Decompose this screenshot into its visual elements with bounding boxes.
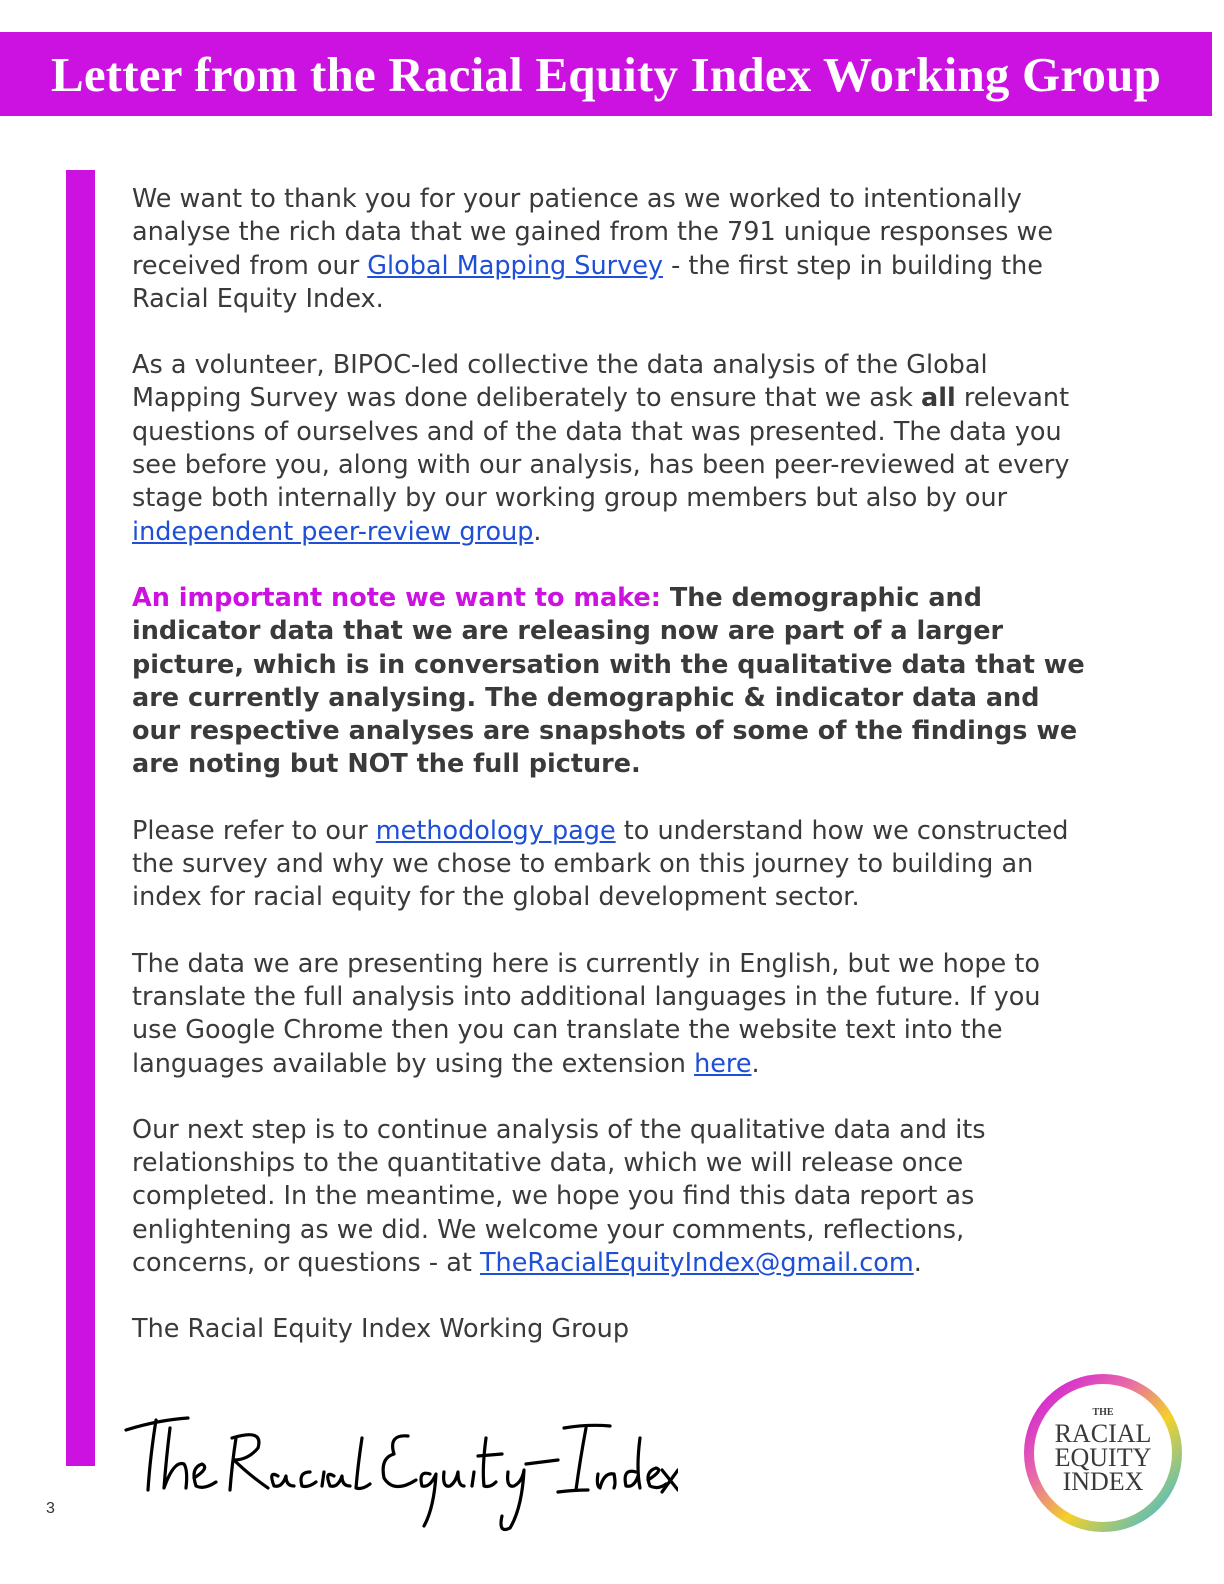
methodology-page-link[interactable]: methodology page — [375, 815, 616, 846]
paragraph-important-note: An important note we want to make: The demographic and indicator data that we are releasing now are part of a larger picture, which is in conversation with the qualitative data that we are currently analysing. The demographic & indicator data and our respective analyses are snapshots of some of the findings we are noting but NOT the full picture. — [132, 582, 1085, 780]
letter-body — [132, 183, 1092, 1380]
paragraph-translation: The data we are presenting here is currently in English, but we hope to translate the full analysis into additional languages in the future. If you use Google Chrome then you can translate the website text into the languages available by using the extension here. — [132, 948, 1041, 1079]
logo-index: INDEX — [1062, 1467, 1144, 1496]
paragraph-methodology: Please refer to our methodology page to understand how we constructed the survey and why we chose to embark on this journey to building an index for racial equity for the global development sector. — [132, 815, 1069, 913]
paragraph-next-steps: Our next step is to continue analysis of the qualitative data and its relationships to the quantitative data, which we will release once completed. In the meantime, we hope you find this data report as enlightening as we did. We welcome your comments, reflections, concerns, or questions - at TheRacialEquityIndex@gmail.com. — [132, 1114, 986, 1279]
racial-equity-index-logo — [1020, 1370, 1186, 1536]
page-title: Letter from the Racial Equity Index Working Group — [50, 46, 1162, 102]
closing-signoff: The Racial Equity Index Working Group — [132, 1314, 630, 1345]
peer-review-group-link[interactable]: independent peer-review group — [132, 516, 534, 547]
handwritten-signature — [118, 1398, 678, 1538]
important-note-label: An important note we want to make: — [132, 582, 661, 613]
paragraph-analysis: As a volunteer, BIPOC-led collective the data analysis of the Global Mapping Survey was done deliberately to ensure that we ask all relevant questions of ourselves and of the data that was presented. The data you see before you, along with our analysis, has been peer-reviewed at every stage both internally by our working group members but also by our independent peer-review group. — [132, 350, 1070, 547]
accent-bar — [66, 170, 95, 1466]
paragraph-intro: We want to thank you for your patience as we worked to intentionally analyse the rich data that we gained from the 791 unique responses we received from our Global Mapping Survey - the first step in building the Racial Equity Index. — [132, 184, 1054, 314]
header-banner — [0, 32, 1212, 116]
logo-equity: EQUITY — [1054, 1443, 1152, 1472]
global-mapping-survey-link[interactable]: Global Mapping Survey — [367, 250, 663, 281]
logo-the: THE — [1092, 1407, 1114, 1418]
email-link[interactable]: TheRacialEquityIndex@gmail.com — [479, 1248, 914, 1279]
logo-racial: RACIAL — [1054, 1419, 1152, 1448]
translate-extension-link[interactable]: here — [694, 1048, 752, 1079]
page-number: 3 — [46, 1500, 55, 1517]
